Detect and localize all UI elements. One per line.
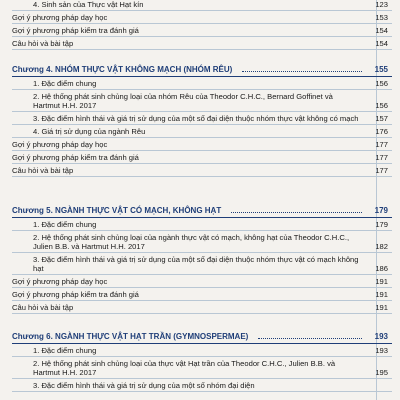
toc-entry[interactable] (12, 379, 392, 392)
toc-entry-title: Câu hỏi và bài tập (12, 166, 74, 175)
toc-entry[interactable] (12, 218, 392, 231)
toc-block-chapter3-end (12, 0, 392, 50)
toc-entry-page: 176 (375, 127, 388, 136)
toc-entry-title: Gợi ý phương pháp dạy học (12, 13, 108, 22)
toc-block-chapter5 (12, 203, 392, 314)
toc-chapter-heading[interactable] (12, 329, 392, 344)
toc-chapter-heading[interactable] (12, 62, 392, 77)
toc-entry[interactable] (12, 164, 392, 177)
toc-entry[interactable] (12, 231, 392, 253)
toc-entry-page: 195 (375, 368, 388, 377)
toc-entry-page: 191 (375, 290, 388, 299)
toc-entry-page: 156 (375, 79, 388, 88)
toc-entry-title: 2. Hệ thống phát sinh chủng loại của ngành thực vật có mạch, không hạt của Theodor C.H.C., Julien B.B. và Hartmut H.H. 2017 (33, 233, 350, 251)
toc-entry-page: 179 (375, 220, 388, 229)
toc-chapter-title: Chương 4. NHÓM THỰC VẬT KHÔNG MẠCH (NHÓM RÊU) (12, 65, 233, 74)
toc-entry-page: 154 (375, 39, 388, 48)
toc-entry-page: 123 (375, 0, 388, 9)
toc-entry-page: 154 (375, 26, 388, 35)
toc-entry[interactable] (12, 301, 392, 314)
toc-chapter-page: 193 (374, 332, 388, 341)
toc-block-chapter6 (12, 329, 392, 392)
toc-entry[interactable] (12, 288, 392, 301)
toc-entry[interactable] (12, 112, 392, 125)
toc-entry-title: Câu hỏi và bài tập (12, 303, 74, 312)
toc-entry[interactable] (12, 151, 392, 164)
toc-entry-page: 186 (375, 264, 388, 273)
toc-entry-title: 1. Đặc điểm chung (33, 220, 97, 229)
toc-entry-title: Gợi ý phương pháp kiểm tra đánh giá (12, 153, 139, 162)
toc-entry-title: 3. Đặc điểm hình thái và giá trị sử dụng của một số nhóm đại diện (33, 381, 255, 390)
dot-leader (242, 71, 362, 72)
toc-entry-page: 191 (375, 303, 388, 312)
toc-entry[interactable] (12, 275, 392, 288)
toc-chapter-heading[interactable] (12, 203, 392, 218)
toc-chapter-title: Chương 6. NGÀNH THỰC VẬT HẠT TRẦN (GYMNOSPERMAE) (12, 332, 249, 341)
toc-entry[interactable] (12, 77, 392, 90)
toc-entry-title: Gợi ý phương pháp kiểm tra đánh giá (12, 26, 139, 35)
toc-entry-title: 4. Giá trị sử dụng của ngành Rêu (33, 127, 146, 136)
toc-entry-page: 177 (375, 166, 388, 175)
toc-entry-title: 1. Đặc điểm chung (33, 79, 97, 88)
toc-entry-title: Gợi ý phương pháp kiểm tra đánh giá (12, 290, 139, 299)
toc-entry-title: 2. Hệ thống phát sinh chủng loại của nhóm Rêu của Theodor C.H.C., Bernard Goffinet và Hartmut H.H. 2017 (33, 92, 333, 110)
toc-entry-title: 3. Đặc điểm hình thái và giá trị sử dụng của một số đại diện thuộc nhóm thực vật không có mạch (33, 114, 359, 123)
dot-leader (231, 212, 362, 213)
toc-entry[interactable] (12, 11, 392, 24)
toc-entry-page: 193 (375, 346, 388, 355)
dot-leader (258, 338, 362, 339)
toc-entry-page: 177 (375, 153, 388, 162)
toc-entry[interactable] (12, 357, 392, 379)
toc-entry-page: 182 (375, 242, 388, 251)
toc-entry-title: Gợi ý phương pháp dạy học (12, 277, 108, 286)
toc-entry[interactable] (12, 344, 392, 357)
toc-entry-title: 4. Sinh sản của Thực vật Hạt kín (33, 0, 144, 9)
toc-entry-page: 177 (375, 140, 388, 149)
toc-entry-page: 156 (375, 101, 388, 110)
toc-entry[interactable] (12, 37, 392, 50)
toc-entry-page: 157 (375, 114, 388, 123)
toc-chapter-page: 155 (374, 65, 388, 74)
toc-entry-page: 153 (375, 13, 388, 22)
toc-chapter-title: Chương 5. NGÀNH THỰC VẬT CÓ MẠCH, KHÔNG HẠT (12, 206, 222, 215)
toc-entry[interactable] (12, 0, 392, 11)
toc-entry-title: 1. Đặc điểm chung (33, 346, 97, 355)
toc-chapter-page: 179 (374, 206, 388, 215)
toc-entry-title: 3. Đặc điểm hình thái và giá trị sử dụng của một số đại diện thuộc nhóm thực vật có mạch không hạt (33, 255, 359, 273)
toc-entry-title: 2. Hệ thống phát sinh chủng loại của thực vật Hạt trần của Theodor C.H.C., Julien B.B. và Hartmut H.H. 2017 (33, 359, 336, 377)
toc-entry[interactable] (12, 24, 392, 37)
toc-entry-title: Câu hỏi và bài tập (12, 39, 74, 48)
toc-entry[interactable] (12, 253, 392, 275)
toc-entry-title: Gợi ý phương pháp dạy học (12, 140, 108, 149)
toc-entry[interactable] (12, 138, 392, 151)
toc-entry[interactable] (12, 125, 392, 138)
toc-entry-page: 191 (375, 277, 388, 286)
toc-entry[interactable] (12, 90, 392, 112)
toc-block-chapter4 (12, 62, 392, 177)
